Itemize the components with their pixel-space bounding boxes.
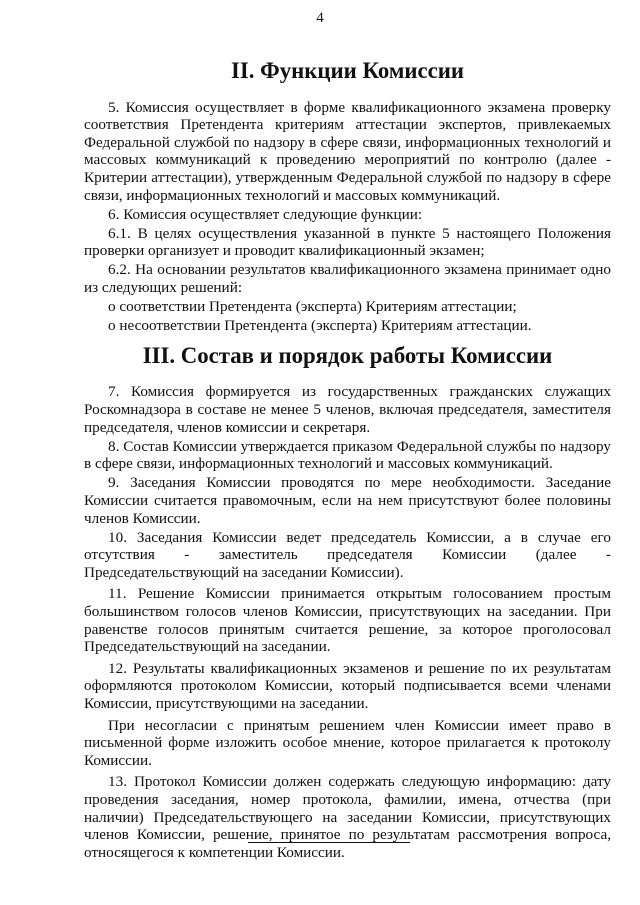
decision-option-noncompliance: о несоответствии Претендента (эксперта) Критериям аттестации. <box>108 317 532 335</box>
paragraph-6: 6. Комиссия осуществляет следующие функции: <box>108 205 423 223</box>
section-2-title: II. Функции Комиссии <box>230 58 465 83</box>
page-number: 4 <box>316 10 324 26</box>
paragraph-11: 11. Решение Комиссии принимается открытым голосованием простым большинством голосов членов Комиссии, присутствующих на заседании. При равенстве голосов принятым считается решение, за которое проголосовал Председательствующий на заседании. <box>84 585 611 656</box>
paragraph-6-1: 6.1. В целях осуществления указанной в пункте 5 настоящего Положения проверки организует и проводит квалификационный экзамен; <box>84 224 611 260</box>
paragraph-12-dissent: При несогласии с принятым решением член Комиссии имеет право в письменной форме изложить особое мнение, которое прилагается к протоколу Комиссии. <box>84 716 611 769</box>
paragraph-7: 7. Комиссия формируется из государственных гражданских служащих Роскомнадзора в составе не менее 5 членов, включая председателя, заместителя председателя, членов комиссии и секретаря. <box>84 383 611 436</box>
section-3-title: III. Состав и порядок работы Комиссии <box>142 342 553 368</box>
paragraph-8: 8. Состав Комиссии утверждается приказом Федеральной службы по надзору в сфере связи, информационных технологий и массовых коммуникаций. <box>84 437 611 473</box>
document-body <box>84 58 611 863</box>
decision-option-compliance: о соответствии Претендента (эксперта) Критериям аттестации; <box>108 298 517 316</box>
paragraph-12: 12. Результаты квалификационных экзаменов и решение по их результатам оформляются протоколом Комиссии, который подписывается всеми членами Комиссии, присутствующими на заседании. <box>84 659 611 712</box>
paragraph-5: 5. Комиссия осуществляет в форме квалификационного экзамена проверку соответствия Претендента критериям аттестации экспертов, привлекаемых Федеральной службой по надзору в сфере связи, информационных технологий и массовых коммуникаций к проведению мероприятий по контролю (далее - Критерии аттестации), утвержденным Федеральной службой по надзору в сфере связи, информационных технологий и массовых коммуникаций. <box>84 98 611 204</box>
paragraph-10: 10. Заседания Комиссии ведет председатель Комиссии, а в случае его отсутствия - заместитель председателя Комиссии (далее - Председательствующий на заседании Комиссии). <box>84 528 611 581</box>
paragraph-6-2: 6.2. На основании результатов квалификационного экзамена принимает одно из следующих решений: <box>84 261 611 297</box>
paragraph-9: 9. Заседания Комиссии проводятся по мере необходимости. Заседание Комиссии считается правомочным, если на нем присутствуют более половины членов Комиссии. <box>84 474 611 527</box>
bottom-divider <box>248 842 410 843</box>
paragraph-13: 13. Протокол Комиссии должен содержать следующую информацию: дату проведения заседания, номер протокола, фамилии, имена, отчества (при наличии) Председательствующего на заседании Комиссии, присутствующих членов Комиссии, решение, принятое по результатам рассмотрения вопроса, относящегося к компетенции Комиссии. <box>84 773 611 861</box>
